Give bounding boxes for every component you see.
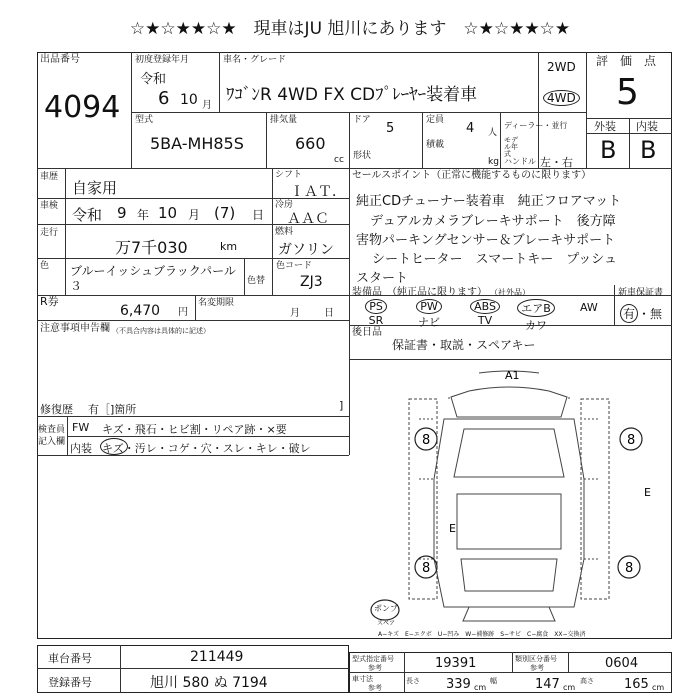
inspection-era: 令和 <box>72 206 103 224</box>
first-reg-label: 初度登録年月 <box>135 55 190 65</box>
model-label: 型式 <box>135 115 154 125</box>
type-no-value: 19391 <box>435 656 477 671</box>
equip-ps: PS SR <box>362 299 390 327</box>
height-unit: cm <box>652 683 665 692</box>
inspection-day: (7) <box>214 204 236 222</box>
sales-line-4: シートヒーター スマートキー プッシュ <box>372 252 618 267</box>
recycle-value: 6,470 <box>120 303 161 319</box>
sales-line-2: デュアルカメラブレーキサポート 後方障 <box>370 214 616 229</box>
sales-points-label: セールスポイント（正常に機能するものに限ります） <box>352 170 592 181</box>
interior-check-label: 内装 <box>70 442 92 455</box>
documents-label: 後日品 <box>352 327 382 338</box>
sales-line-5: スタート <box>356 271 409 286</box>
fuel-label: 燃料 <box>275 227 294 237</box>
guarantee-value: 有 ・無 <box>620 304 662 323</box>
name-change-day: 日 <box>324 308 334 319</box>
capacity-unit: 人 <box>488 128 498 138</box>
length-value: 339 <box>446 677 471 692</box>
dims-label: 車寸法 <box>352 675 373 683</box>
aircon-label: 冷房 <box>275 200 294 210</box>
displacement-label: 排気量 <box>270 115 298 125</box>
displacement-value: 660 <box>295 134 326 153</box>
spare-label: スペア <box>377 620 396 627</box>
inspector-label: 検査員 <box>38 425 66 435</box>
rating-label: 評 価 点 <box>596 54 657 68</box>
equip-airbag: エアB カワ <box>516 299 556 333</box>
mileage-unit: km <box>220 240 238 253</box>
height-value: 165 <box>624 677 649 692</box>
model-value: 5BA-MH85S <box>150 134 244 153</box>
lot-label: 出品番号 <box>40 54 80 65</box>
color-value: ブルーイッシュブラックパール３ <box>70 264 236 293</box>
interior-check-items: キズ・汚レ・コゲ・穴・スレ・キレ・破レ <box>102 442 311 455</box>
mileage-value: 万7千030 <box>115 238 188 257</box>
class-no-sub: 参考 <box>530 664 544 672</box>
exterior-grade: B <box>600 136 617 164</box>
fw-label: FW <box>72 421 90 434</box>
damage-mark-front: A1 <box>505 369 520 382</box>
interior-grade: B <box>640 136 657 164</box>
tire-mark-fr: 8 <box>627 433 636 448</box>
spare-pump-label: ポンプ <box>374 604 398 613</box>
tire-mark-rl: 8 <box>422 561 431 576</box>
equipment-label: 装備品 （純正品に限ります） <box>352 287 487 298</box>
chassis-label: 車台番号 <box>48 652 92 665</box>
aircon-value: ＡＡＣ <box>287 211 329 227</box>
name-change-month: 月 <box>290 308 300 319</box>
equip-aw: AW <box>580 301 598 314</box>
car-damage-diagram <box>349 359 672 639</box>
load-unit: kg <box>488 157 499 167</box>
equipment-sublabel: （社外品） <box>490 288 530 297</box>
history-value: 自家用 <box>72 179 118 197</box>
dealer-label: ディーラー・並行 <box>504 121 568 130</box>
car-name-label: 車名・グレード <box>223 55 287 65</box>
handle-value: 左・右 <box>540 156 573 169</box>
fuel-value: ガソリン <box>278 242 334 258</box>
type-no-sub: 参考 <box>368 664 382 672</box>
doors-value: 5 <box>386 121 395 136</box>
interior-check-circle <box>100 438 128 455</box>
width-unit: cm <box>563 683 576 692</box>
damage-mark-side: E <box>449 522 456 535</box>
recycle-unit: 円 <box>178 307 188 318</box>
model-year-label: モデル年式 <box>504 136 518 158</box>
inspection-day-unit: 日 <box>252 208 265 222</box>
equip-pw: PW ナビ <box>418 300 440 329</box>
lot-number: 4094 <box>44 90 121 125</box>
color-code-label: 色コード <box>276 261 313 271</box>
sales-line-1: 純正CDチューナー装着車 純正フロアマット <box>356 194 622 209</box>
name-change-label: 名変期限 <box>198 298 235 308</box>
inspection-month: 10 <box>158 204 178 222</box>
height-label: 高さ <box>580 677 594 685</box>
shift-value: ＩＡＴ． <box>290 184 346 200</box>
guarantee-label: 新車保証書 <box>618 288 664 298</box>
history-label: 車歴 <box>40 172 59 182</box>
type-no-label: 型式指定番号 <box>352 655 394 663</box>
displacement-unit: cc <box>334 155 344 165</box>
tire-mark-fl: 8 <box>422 433 431 448</box>
first-reg-month: 10 <box>180 92 198 108</box>
inspector-label-2: 記入欄 <box>38 437 66 447</box>
class-no-label: 類別区分番号 <box>515 655 557 663</box>
rating-score: 5 <box>616 72 639 113</box>
color-code: ZJ3 <box>300 274 323 290</box>
notes-sublabel: （不具合内容は具体的に記述） <box>112 327 210 335</box>
fw-items: キズ・飛石・ヒビ割・リペア跡・×要 <box>102 423 287 436</box>
first-reg-month-unit: 月 <box>202 100 212 111</box>
notes-label: 注意事項申告欄 <box>40 323 110 334</box>
header-banner: ☆★☆★★☆★ 現車はJU 旭川にあります ☆★☆★★☆★ <box>129 19 571 39</box>
doors-label: ドア <box>353 115 371 125</box>
repair-value: 有［]箇所 <box>88 403 137 416</box>
interior-label: 内装 <box>636 120 658 133</box>
inspection-month-unit: 月 <box>188 208 201 222</box>
inspection-year: 9 <box>117 204 127 222</box>
inspection-year-unit: 年 <box>137 208 150 222</box>
damage-mark-right: E <box>644 486 651 499</box>
repair-bracket: ] <box>339 399 344 412</box>
first-reg-year: 6 <box>158 88 170 109</box>
color-change-label: 色替 <box>247 276 266 286</box>
car-name: ﾜｺﾞﾝR 4WD FX CDﾌﾟﾚｰﾔｰ装着車 <box>226 85 478 105</box>
handle-label: ハンドル <box>504 157 536 166</box>
drive-4wd: 4WD <box>543 90 580 106</box>
capacity-label: 定員 <box>426 115 445 125</box>
documents-value: 保証書・取説・スペアキー <box>392 338 536 352</box>
plate-label: 登録番号 <box>48 676 92 689</box>
load-label: 積載 <box>426 140 445 150</box>
damage-legend: A−キズ E−エクボ U−凹み W−補修跡 S−サビ C−腐食 XX−交換済 <box>378 631 586 638</box>
recycle-label: R券 <box>40 295 59 308</box>
inspection-label: 車検 <box>40 201 59 211</box>
mileage-label: 走行 <box>40 228 59 238</box>
repair-label: 修復歴 <box>40 403 73 416</box>
width-label: 幅 <box>490 677 497 685</box>
color-label: 色 <box>40 261 50 271</box>
sales-line-3: 害物パーキングセンサー＆ブレーキサポート <box>356 233 616 248</box>
first-reg-era: 令和 <box>140 72 167 87</box>
length-label: 長さ <box>406 677 420 685</box>
chassis-number: 211449 <box>190 649 244 665</box>
plate-number: 旭川 580 ぬ 7194 <box>150 675 268 691</box>
width-value: 147 <box>535 677 560 692</box>
tire-mark-rr: 8 <box>625 561 634 576</box>
drive-2wd: 2WD <box>547 60 576 74</box>
length-unit: cm <box>474 683 487 692</box>
capacity-value: 4 <box>466 121 475 136</box>
shift-label: シフト <box>275 170 303 180</box>
shape-label: 形状 <box>353 151 372 161</box>
exterior-label: 外装 <box>594 120 616 133</box>
dims-sub: 参考 <box>368 684 382 692</box>
equip-abs: ABS TV <box>466 299 504 327</box>
class-no-value: 0604 <box>605 656 639 671</box>
